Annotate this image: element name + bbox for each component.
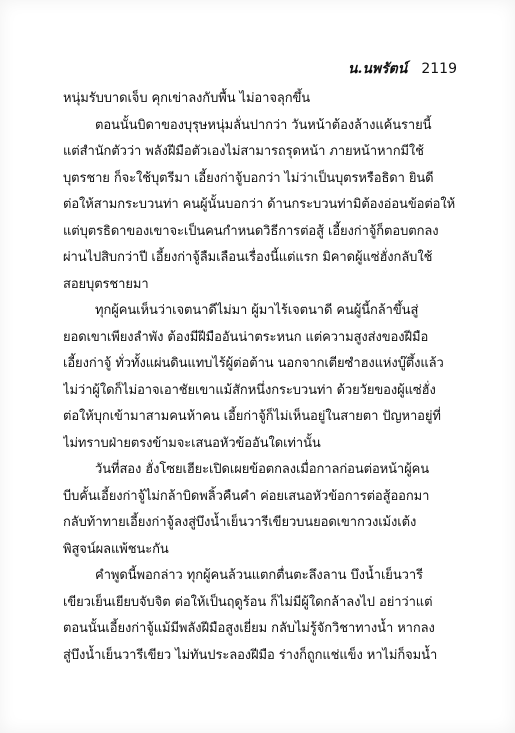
body-text — [63, 86, 459, 669]
text-line: เอี้ยงก่าจู้ ทั่วทั้งแผ่นดินแทบไร้ผู้ต่อต้าน นอกจากเตียซำฮงแห่งบู๊ตึ้งแล้ว — [63, 356, 444, 371]
text-line: สู่บึงน้ำเย็นวารีเขียว ไม่ทันประลองฝีมือ ร่างก็ถูกแช่แข็ง หาไม่ก็จมน้ำ — [63, 647, 438, 663]
running-header — [348, 58, 457, 80]
text-line: หนุ่มรับบาดเจ็บ คุกเข่าลงกับพื้น ไม่อาจลุกขึ้น — [63, 91, 311, 106]
text-line: บุตรชาย ก็จะใช้บุตรีมา เอี้ยงก่าจู้บอกว่า ไม่ว่าเป็นบุตรหรือธิดา ยินดี — [63, 170, 434, 186]
text-line: บีบคั้นเอี้ยงก่าจู้ไม่กล้าบิดพลิ้วคืนคำ ค่อยเสนอหัวข้อการต่อสู้ออกมา — [63, 488, 430, 504]
page-number: 2119 — [421, 61, 457, 77]
text-line: ตอนนั้นเอี้ยงก่าจู้แม้มีพลังฝีมือสูงเยี่ยม กลับไม่รู้จักวิชาทางน้ำ หากลง — [63, 621, 435, 636]
text-line: ผ่านไปสิบกว่าปี เอี้ยงก่าจู้ลืมเลือนเรื่องนี้แต่แรก มิคาดผู้แซ่ฮั่งกลับใช้ — [63, 250, 433, 265]
text-line: วันที่สอง ฮั่งโซยเฮียะเปิดเผยข้อตกลงเมื่อกาลก่อนต่อหน้าผู้คน — [95, 462, 430, 477]
text-line: ต่อให้สามกระบวนท่า คนผู้นั้นบอกว่า ด้านกระบวนท่ามิต้องอ่อนข้อต่อให้ — [63, 197, 456, 212]
text-line: ไม่ทราบฝ่ายตรงข้ามจะเสนอหัวข้ออันใดเท่านั้น — [63, 435, 321, 451]
text-line: คำพูดนี้พอกล่าว ทุกผู้คนล้วนแตกตื่นตะลึงลาน บึงน้ำเย็นวารี — [95, 568, 423, 583]
text-line: ไม่ว่าผู้ใดก็ไม่อาจเอาชัยเขาแม้สักหนึ่งกระบวนท่า ด้วยวัยของผู้แซ่ฮั่ง — [63, 382, 436, 398]
text-line: สอยบุตรชายมา — [63, 276, 149, 292]
text-line: พิสูจน์ผลแพ้ชนะกัน — [63, 541, 169, 557]
text-line: แต่บุตรธิดาของเขาจะเป็นคนกำหนดวิธีการต่อสู้ เอี้ยงก่าจู้ก็ตอบตกลง — [63, 223, 439, 239]
running-header-author: น.นพรัตน์ — [347, 61, 408, 77]
text-line: แต่สำนักตัวว่า พลังฝีมือตัวเองไม่สามารถรุดหน้า ภายหน้าหากมีใช้ — [63, 144, 424, 159]
text-line: ทุกผู้คนเห็นว่าเจตนาดีไม่มา ผู้มาไร้เจตนาดี คนผู้นี้กล้าขึ้นสู่ — [95, 303, 419, 318]
text-line: ต่อให้บุกเข้ามาสามคนห้าคน เอี้ยก่าจู้ก็ไม่เห็นอยู่ในสายตา ปัญหาอยู่ที่ — [63, 409, 441, 424]
text-line: ยอดเขาเพียงลำพัง ต้องมีฝีมืออันน่าตระหนก แต่ความสูงส่งของฝีมือ — [63, 329, 429, 345]
text-line: กลับท้าทายเอี้ยงก่าจู้ลงสู่บึงน้ำเย็นวารีเขียวบนยอดเขากวงเม้งเต้ง — [63, 515, 417, 530]
text-line: เขียวเย็นเยียบจับจิต ต่อให้เป็นฤดูร้อน ก็ไม่มีผู้ใดกล้าลงไป อย่าว่าแต่ — [63, 594, 433, 610]
text-line: ตอนนั้นบิดาของบุรุษหนุ่มลั่นปากว่า วันหน้าต้องล้างแค้นรายนี้ — [95, 117, 432, 133]
